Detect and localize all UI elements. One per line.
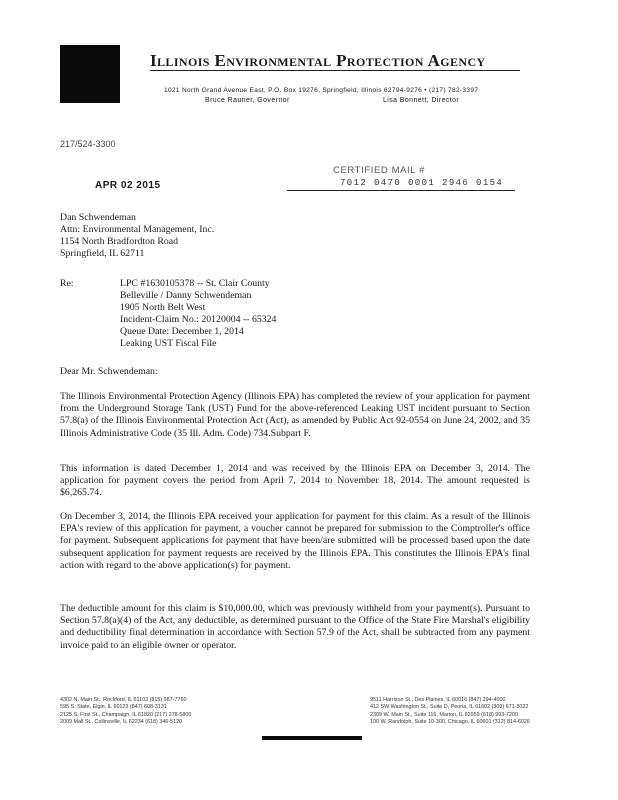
- agency-title: Illinois Environmental Protection Agency: [150, 51, 486, 70]
- footer-office: 100 W. Randolph, Suite 10-300, Chicago, IL 60601 (312) 814-6026: [370, 719, 530, 726]
- footer-office: 4302 N. Main St., Rockford, IL 61103 (815) 987-7760: [60, 697, 187, 703]
- governor-name: Bruce Rauner, Governor: [205, 97, 290, 104]
- footer-office: 412 SW Washington St., Suite D, Peoria, IL 61602 (309) 671-3022: [370, 704, 529, 711]
- certified-mail-rule: [287, 190, 515, 191]
- re-line: 1905 North Belt West: [120, 302, 206, 313]
- header-rule: [150, 70, 520, 71]
- director-name: Lisa Bonnett, Director: [383, 97, 460, 104]
- re-line: Queue Date: December 1, 2014: [120, 326, 244, 337]
- certified-mail-number: 7012 0470 0001 2946 0154: [340, 178, 504, 188]
- agency-address: 1021 North Grand Avenue East, P.O. Box 19276, Springfield, Illinois 62794-9276 • (217) 782-3397: [164, 87, 479, 94]
- footer-bar: [262, 736, 362, 740]
- salutation: Dear Mr. Schwendeman:: [60, 366, 158, 377]
- phone-number: 217/524-3300: [60, 139, 116, 149]
- re-label: Re:: [60, 278, 74, 289]
- footer-offices-right: [370, 697, 530, 727]
- body-paragraph: The Illinois Environmental Protection Agency (Illinois EPA) has completed the review of your application for payment from the Underground Storage Tank (UST) Fund for the above-referenced Leaking UST incident pursuant to Section 57.8(a) of the Illinois Environmental Protection Act (Act), as amended by Public Act 92-0554 on June 24, 2002, and 35 Illinois Administrative Code (35 Ill. Adm. Code) 734.Subpart F.: [60, 391, 530, 439]
- date-stamp: APR 02 2015: [95, 180, 161, 191]
- body-paragraph: The deductible amount for this claim is $10,000.00, which was previously withheld from your payment(s). Pursuant to Section 57.8(a)(4) of the Act, any deductible, as determined pursuant to the Office of the State Fire Marshal's eligibility and deductibility final determination in accordance with Section 57.9 of the Act, shall be subtracted from any payment invoice paid to an eligible owner or operator.: [60, 603, 530, 651]
- recipient-street: 1154 North Bradfordton Road: [60, 236, 178, 247]
- footer-offices-left: [60, 697, 191, 727]
- agency-logo: [60, 45, 120, 103]
- body-paragraph: This information is dated December 1, 2014 and was received by the Illinois EPA on December 3, 2014. The application for payment covers the period from April 7, 2014 to November 18, 2014. The amount requested is $6,265.74.: [60, 463, 530, 499]
- re-line: Leaking UST Fiscal File: [120, 338, 217, 349]
- re-line: Belleville / Danny Schwendeman: [120, 290, 252, 301]
- re-line: LPC #1630105378 -- St. Clair County: [120, 278, 270, 289]
- footer-office: 9511 Harrison St., Des Plaines, IL 60016 (847) 294-4000: [370, 697, 506, 703]
- footer-office: 2125 S. First St., Champaign, IL 61820 (217) 278-5800: [60, 711, 192, 718]
- re-line: Incident-Claim No.: 20120004 -- 65324: [120, 314, 277, 325]
- recipient-company: Attn: Environmental Management, Inc.: [60, 224, 215, 235]
- footer-office: 595 S. State, Elgin, IL 60123 (847) 608-3131: [60, 704, 167, 711]
- footer-office: 2309 W. Main St., Suite 116, Marion, IL 62959 (618) 993-7200: [370, 711, 519, 718]
- recipient-name: Dan Schwendeman: [60, 212, 136, 223]
- certified-mail-label: CERTIFIED MAIL #: [333, 165, 425, 176]
- recipient-city: Springfield, IL 62711: [60, 248, 145, 259]
- footer-office: 2009 Mall St., Collinsville, IL 62234 (618) 346-5120: [60, 719, 183, 726]
- body-paragraph: On December 3, 2014, the Illinois EPA received your application for payment for this claim. As a result of the Illinois EPA's review of this application for payment, a voucher cannot be prepared for submission to the Comptroller's office for payment. Subsequent applications for payment that have been/are submitted will be processed based upon the date subsequent application for payment requests are received by the Illinois EPA. This constitutes the Illinois EPA's final action with regard to the above application(s) for payment.: [60, 511, 530, 571]
